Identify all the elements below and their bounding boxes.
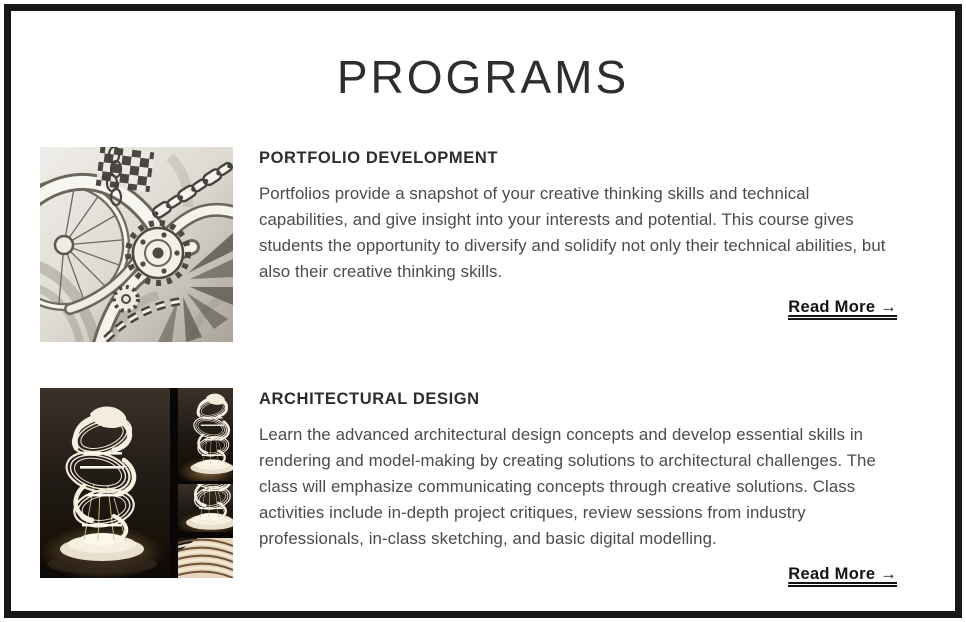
program-card-portfolio-development — [40, 147, 897, 342]
program-description-architectural: Learn the advanced architectural design concepts and develop essential skills in rendering and model-making by creating solutions to architectural challenges. The class will emphasize communicating concepts through creative solutions. Class activities include in-depth project critiques, review sessions from industry professionals, in-class sketching, and basic digital modelling. — [259, 425, 876, 548]
architectural-model-illustration — [40, 388, 233, 578]
read-more-row — [259, 298, 897, 320]
page-title: PROGRAMS — [336, 51, 630, 103]
read-more-row — [259, 565, 897, 587]
program-card-architectural-design — [40, 388, 897, 587]
read-more-link-portfolio[interactable]: Read More → — [788, 298, 897, 320]
program-content-portfolio — [259, 147, 897, 342]
program-description-portfolio: Portfolios provide a snapshot of your creative thinking skills and technical capabilities, and give insight into your interests and potential. This course gives students the opportunity to diversify and solidify not only their technical abilities, but also their creative thinking skills. — [259, 184, 886, 281]
program-image-model-collage[interactable] — [40, 388, 233, 587]
program-heading-architectural: ARCHITECTURAL DESIGN — [259, 390, 480, 408]
program-heading-portfolio: PORTFOLIO DEVELOPMENT — [259, 149, 499, 167]
program-content-architectural — [259, 388, 897, 587]
program-image-pencil-drawing[interactable] — [40, 147, 233, 342]
bicycle-drawing-illustration — [40, 147, 233, 342]
read-more-link-architectural[interactable]: Read More → — [788, 565, 897, 587]
page-border-frame — [4, 4, 962, 618]
